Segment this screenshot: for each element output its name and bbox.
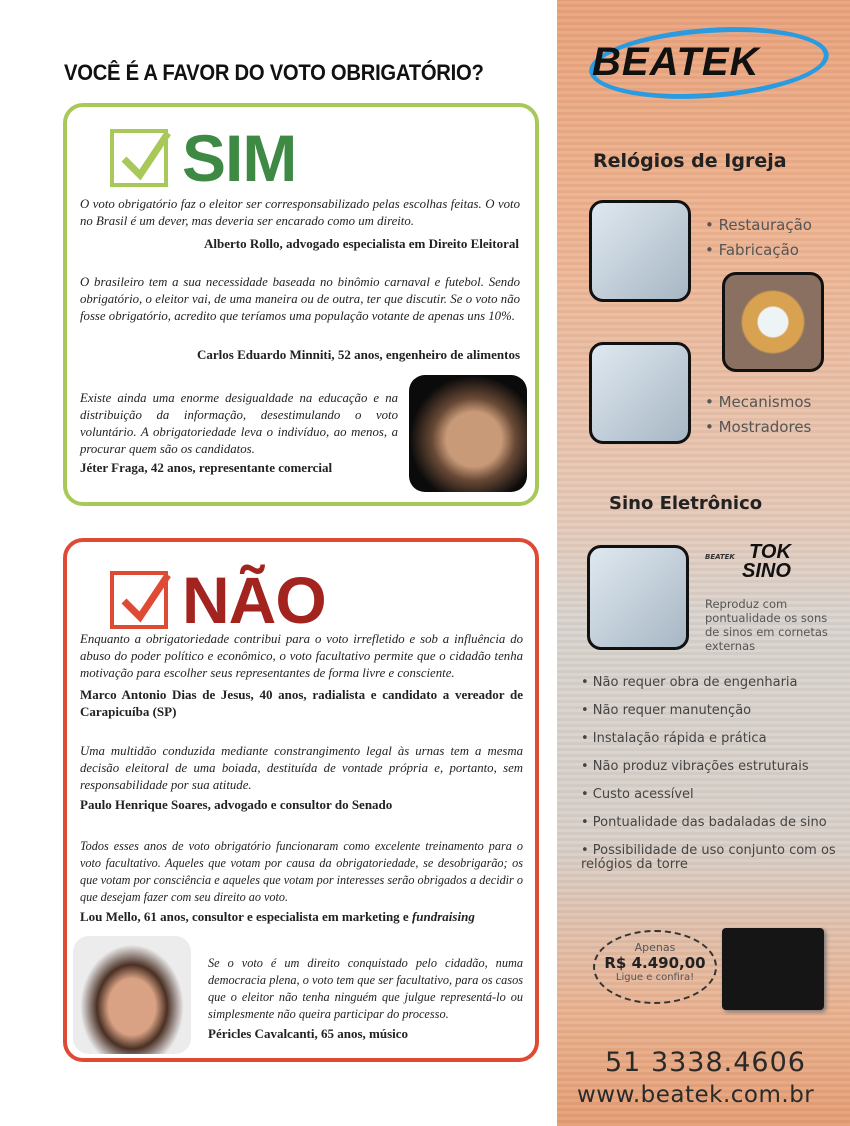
author-name: Lou Mello, 61 anos, consultor e especialista em marketing e [80,909,409,924]
feature-list [581,676,843,872]
section-title: Relógios de Igreja [593,150,787,172]
quote-author: Carlos Eduardo Minniti, 52 anos, engenheiro de alimentos [197,347,520,362]
photo-jeter-fraga [409,375,527,492]
quote-text: O brasileiro tem a sua necessidade baseada no binômio carnaval e futebol. Sendo obrigatório, o eleitor vai, de uma maneira ou de outra, ter que discutir. Se o voto não fosse obrigatório, acredito que teríamos uma população votante de apenas uns 10%. [80,275,520,323]
quote-text: Existe ainda uma enorme desigualdade na educação e na distribuição da informação, desestimulando o voto voluntário. A obrigatoriedade leva o indivíduo, ao menos, a procurar quem são os candidatos. [80,391,398,456]
nao-heading [110,562,326,638]
service-item: • Fabricação [705,241,799,259]
bell-clock-image [587,545,689,650]
feature-item: • Pontualidade das badaladas de sino [581,815,827,830]
beatek-advertisement[interactable] [557,0,850,1126]
service-list [705,390,811,440]
quote-text: O voto obrigatório faz o eleitor ser corresponsabilizado pelas escolhas feitas. O voto no Brasil é um dever, mas deveria ser encarado como um direito. [80,197,520,228]
product-logo-line: SINO [742,560,791,582]
phone-number[interactable]: 51 3338.4606 [605,1047,806,1078]
feature-item: • Instalação rápida e prática [581,731,767,746]
photo-pericles-cavalcanti [73,936,191,1054]
product-brand: BEATEK [705,553,735,561]
section-title: Sino Eletrônico [609,493,763,514]
quote-author [80,908,530,925]
quote-text: Enquanto a obrigatoriedade contribui para o voto irrefletido e sob a influência do abuso do poder político e econômico, o voto facultativo permite que o cidadão tenha motivação para escolher seus representantes de forma livre e consciente. [80,632,523,680]
feature-item: • Custo acessível [581,787,694,802]
service-item: • Mostradores [705,418,812,436]
quote-author: Jéter Fraga, 42 anos, representante comercial [80,460,333,475]
price: R$ 4.490,00 [604,954,706,972]
feature-item: • Não produz vibrações estruturais [581,759,809,774]
service-list [705,213,812,263]
quote-text: Uma multidão conduzida mediante constrangimento legal às urnas tem a mesma decisão eleitoral de uma boiada, destituída de vontade própria e, portanto, sem responsabilidade por sua atitude. [80,744,523,792]
website-link[interactable]: www.beatek.com.br [577,1082,815,1108]
price-cta: Ligue e confira! [615,972,695,983]
clock-image [589,342,691,444]
quote-text: Todos esses anos de voto obrigatório funcionaram como excelente treinamento para o voto facultativo. Aqueles que votam por causa da obrigatoriedade, se desobrigarão; os que votam por consciência e aqueles que votam por interesses serão obrigados a decidir o que desejam fazer com seu direito ao voto. [80,839,523,904]
feature-item: • Não requer manutenção [581,703,752,718]
brand-logo: BEATEK [592,40,760,84]
quote-author: Alberto Rollo, advogado especialista em Direito Eleitoral [204,236,519,251]
price-badge [593,930,717,1004]
clock-image [589,200,691,302]
page-title: VOCÊ É A FAVOR DO VOTO OBRIGATÓRIO? [64,60,484,85]
product-logo-line: TOK [749,541,791,563]
checkbox-icon [110,571,168,629]
quote-author: Péricles Cavalcanti, 65 anos, músico [208,1026,409,1041]
feature-item: • Possibilidade de uso conjunto com os relógios da torre [581,843,836,872]
nao-label: NÃO [182,563,326,637]
sim-heading [110,120,296,196]
price-label: Apenas [634,941,676,954]
product-device-image [722,928,824,1010]
product-description: Reproduz com pontualidade os sons de sinos em cornetas externas [705,597,828,653]
sim-label: SIM [182,121,297,195]
clock-image [722,272,824,372]
product-logo [742,543,791,581]
service-item: • Mecanismos [705,393,812,411]
quote-author: Marco Antonio Dias de Jesus, 40 anos, radialista e candidato a vereador de Carapicuíba (SP) [80,687,523,719]
service-item: • Restauração [705,216,812,234]
quote-author: Paulo Henrique Soares, advogado e consultor do Senado [80,797,393,812]
feature-item: • Não requer obra de engenharia [581,675,798,690]
author-italic: fundraising [411,909,475,924]
quote-text: Se o voto é um direito conquistado pelo cidadão, numa democracia plena, o voto tem que ser facultativo, para os casos que o eleitor não tenha ninguém que julgue representá-lo ou simplesmente não queira participar do processo. [208,956,523,1021]
checkbox-icon [110,129,168,187]
